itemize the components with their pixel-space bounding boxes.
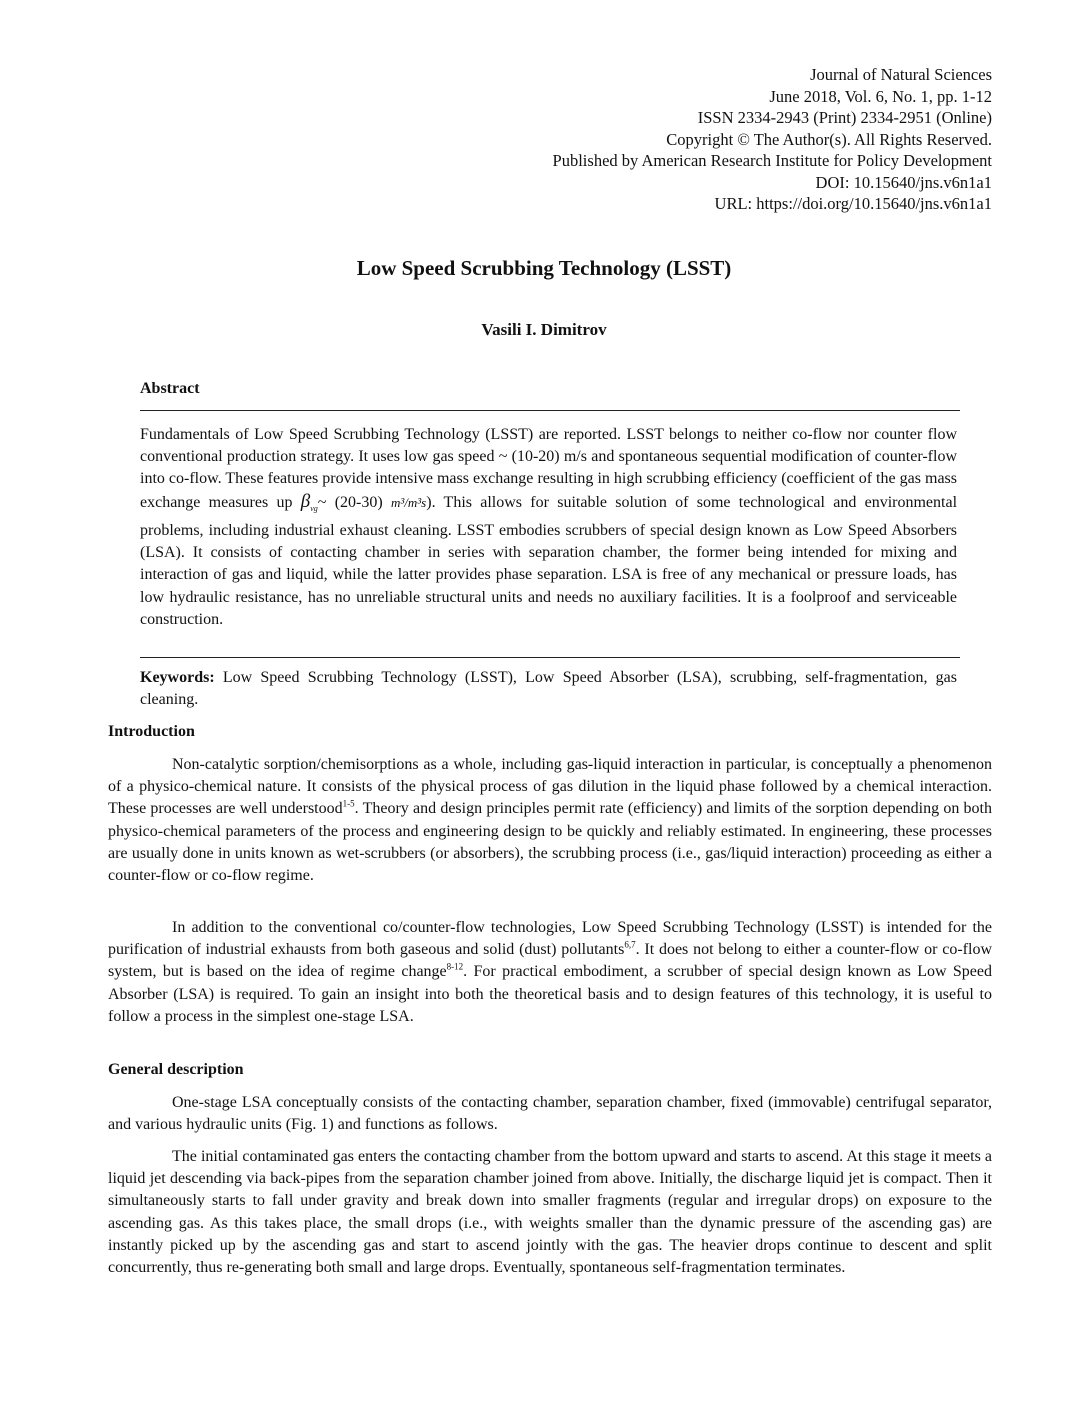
beta-subscript: νg bbox=[310, 503, 318, 513]
keywords-label: Keywords: bbox=[140, 669, 215, 686]
abstract-text-2: ~ (20-30) bbox=[317, 493, 391, 511]
issue-info: June 2018, Vol. 6, No. 1, pp. 1-12 bbox=[769, 86, 992, 106]
citation-ref: 8-12 bbox=[446, 962, 464, 973]
doi-info: DOI: 10.15640/jns.v6n1a1 bbox=[815, 172, 992, 192]
journal-header bbox=[553, 64, 992, 215]
introduction-paragraph-1 bbox=[108, 754, 992, 887]
abstract-body bbox=[140, 424, 957, 631]
general-description-heading: General description bbox=[108, 1061, 244, 1078]
url-info: URL: https://doi.org/10.15640/jns.v6n1a1 bbox=[714, 194, 992, 213]
paper-title: Low Speed Scrubbing Technology (LSST) bbox=[356, 256, 732, 280]
copyright-info: Copyright © The Author(s). All Rights Reserved. bbox=[666, 129, 992, 149]
keywords bbox=[140, 667, 957, 711]
citation-ref: 1-5 bbox=[342, 799, 355, 810]
general-paragraph-2: The initial contaminated gas enters the contacting chamber from the bottom upward and starts to ascend. At this stage it meets a liquid jet descending via back-pipes from the separation chamber joined from above. Initially, the discharge liquid jet is compact. Then it simultaneously starts to fall under gravity and break down into smaller fragments (regular and irregular drops) on exposure to the ascending gas. As this takes place, the small drops (i.e., with weights smaller than the dynamic pressure of the ascending gas) are instantly picked up by the ascending gas and start to ascend jointly with the gas. The heavier drops continue to descent and split concurrently, thus re-generating both small and large drops. Eventually, spontaneous self-fragmentation terminates. bbox=[108, 1148, 992, 1277]
journal-name: Journal of Natural Sciences bbox=[810, 65, 992, 84]
beta-symbol: β bbox=[300, 490, 311, 512]
keywords-text: Low Speed Scrubbing Technology (LSST), Low Speed Absorber (LSA), scrubbing, self-fragmentation, gas cleaning. bbox=[140, 669, 957, 708]
citation-ref: 6,7 bbox=[624, 939, 636, 950]
intro-p1-text-a: Non-catalytic sorption/chemisorptions as a whole, including gas-liquid interaction in particular, is conceptually a phenomenon of a physico-chemical nature. It consists of the physical process of gas dilution in the liquid phase followed by a chemical interaction. These processes are well understood bbox=[108, 756, 992, 818]
paper-author: Vasili I. Dimitrov bbox=[481, 320, 607, 339]
abstract-top-rule bbox=[140, 410, 960, 411]
intro-p1-text-b: . Theory and design principles permit rate (efficiency) and limits of the sorption depending on both physico-chemical parameters of the process and engineering design to be quickly and reliably estimated. In engineering, these processes are usually done in units known as wet-scrubbers (or absorbers), the scrubbing process (i.e., gas/liquid interaction) proceeding as either a counter-flow or co-flow regime. bbox=[108, 800, 992, 885]
abstract-units: m³/m³s bbox=[390, 494, 427, 510]
intro-p2-text-c: . For practical embodiment, a scrubber of special design known as Low Speed Absorber (LSA) is required. To gain an insight into both the theoretical basis and to design features of this technology, it is useful to follow a process in the simplest one-stage LSA. bbox=[108, 963, 992, 1025]
publisher-info: Published by American Research Institute for Policy Development bbox=[552, 151, 992, 170]
abstract-heading: Abstract bbox=[140, 380, 200, 397]
intro-p2-text-a: In addition to the conventional co/counter-flow technologies, Low Speed Scrubbing Technology (LSST) is intended for the purification of industrial exhausts from both gaseous and solid (dust) pollutants bbox=[108, 919, 992, 959]
introduction-paragraph-2 bbox=[108, 917, 992, 1028]
intro-p2-text-b: . It does not belong to either a counter-flow or co-flow system, but is based on the idea of regime change bbox=[108, 941, 992, 981]
general-paragraph-1: One-stage LSA conceptually consists of the contacting chamber, separation chamber, fixed (immovable) centrifugal separator, and various hydraulic units (Fig. 1) and functions as follows. bbox=[108, 1094, 992, 1134]
introduction-heading: Introduction bbox=[108, 723, 195, 740]
abstract-text-1: Fundamentals of Low Speed Scrubbing Technology (LSST) are reported. LSST belongs to neither co-flow nor counter flow conventional production strategy. It uses low gas speed ~ (10-20) m/s and spontaneous sequential modification of counter-flow into co-flow. These features provide intensive mass exchange resulting in high scrubbing efficiency (coefficient of the gas mass exchange measures up bbox=[140, 426, 957, 511]
abstract-bottom-rule bbox=[140, 657, 960, 658]
issn-info: ISSN 2334-2943 (Print) 2334-2951 (Online) bbox=[697, 108, 992, 127]
abstract-text-3: ). This allows for suitable solution of some technological and environmental problems, including industrial exhaust cleaning. LSST embodies scrubbers of special design known as Low Speed Absorbers (LSA). It consists of contacting chamber in series with separation chamber, the former being intended for mixing and interaction of gas and liquid, while the latter provides phase separation. LSA is free of any mechanical or pressure loads, has low hydraulic resistance, has no unreliable structural units and needs no auxiliary facilities. It is a foolproof and serviceable construction. bbox=[140, 493, 958, 628]
